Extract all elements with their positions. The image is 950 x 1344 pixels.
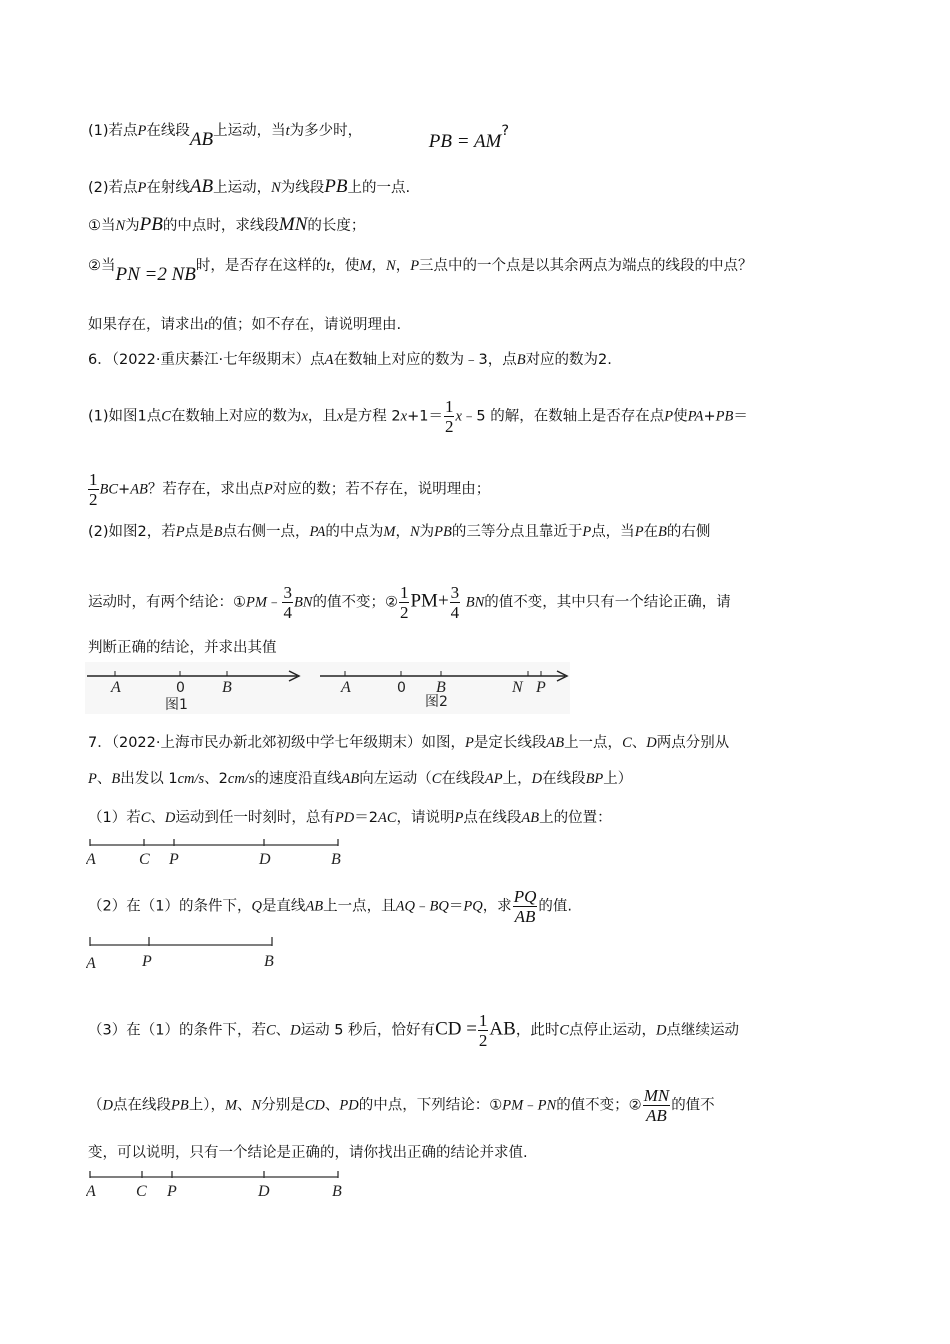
q6-part1-cont: $\frac{1}{2}$ BC+AB？若存在，求出点P对应的数；若不存在，说明理由； [89,470,491,509]
q7-part1: （1）若C、D运动到任一时刻时，总有PD＝2AC，请说明P点在线段AB上的位置： [88,810,612,826]
label-p: P [142,953,152,970]
q5-part2-2: ②当PN =2 NB时，是否存在这样的t，使M，N，P三点中的一个点是以其余两点为端点的线段的中点？ [88,258,753,285]
q7-part3-conclusions: （D点在线段PB上），M、N分别是CD、PD的中点，下列结论：①PM﹣PN的值不变；② $\frac{MN}{AB}$ 的值不 [88,1086,715,1125]
q5-part2-3: 如果存在，请求出t的值；如不存在，请说明理由. [88,317,402,333]
q6-part2-ask: 判断正确的结论，并求出其值 [88,640,277,656]
label-a: A [86,851,96,868]
fraction-pq-over-ab: $\frac{PQ}{AB}$ [513,887,537,926]
label-b: B [436,679,446,696]
label-a: A [111,679,121,696]
label-p: P [169,851,179,868]
label-c: C [139,851,150,868]
q7-fig1-segment [86,833,348,869]
label-d: D [258,1183,270,1200]
fraction-one-half: $\frac{1}{2}$ [478,1011,488,1050]
q7-part2: （2）在（1）的条件下，Q是直线AB上一点，且AQ﹣BQ＝PQ，求 $\frac{PQ}{AB}$ 的值. [88,887,572,926]
label-a: A [86,1183,96,1200]
fraction-one-half: $\frac{1}{2}$ [444,397,454,436]
fraction-mn-over-ab: $\frac{MN}{AB}$ [643,1086,670,1125]
q6-part2-conclusions: 运动时，有两个结论：①PM﹣ $\frac{3}{4}$ BN的值不变；② $\frac{1}{2}$ PM+ $\frac{3}{4}$ BN的值不变，其中只有一个结论正确，请 [88,583,731,622]
q7-part3-ask: 变，可以说明，只有一个结论是正确的，请你找出正确的结论并求值. [88,1145,528,1161]
label-b: B [222,679,232,696]
label-0: 0 [397,680,406,696]
q7-fig2-segment [86,930,286,974]
label-b: B [331,851,341,868]
q5-part2-1: ①当N为PB的中点时，求线段MN的长度； [88,214,366,235]
q6-heading: 6．（2022·重庆綦江·七年级期末）点A在数轴上对应的数为﹣3，点B对应的数为2. [88,352,612,368]
label-0: 0 [176,680,185,696]
fig2-caption: 图2 [425,694,448,710]
label-c: C [136,1183,147,1200]
fraction-three-quarters: $\frac{3}{4}$ [283,583,292,622]
q6-part1: (1)如图1点C在数轴上对应的数为x，且x是方程 2x+1＝ $\frac{1}{2}$ x﹣5 的解，在数轴上是否存在点P使PA+PB＝ [88,397,748,436]
q7-fig3-segment [86,1165,348,1201]
label-a: A [86,955,96,972]
q7-heading-cont: P、B出发以 1cm/s、2cm/s的速度沿直线AB向左运动（C在线段AP上，D在线段BP上） [88,771,633,787]
label-d: D [259,851,271,868]
figure-background [85,662,570,714]
label-b: B [264,953,274,970]
label-p: P [167,1183,177,1200]
label-a: A [341,679,351,696]
fraction-three-quarters: $\frac{3}{4}$ [450,583,460,622]
label-n: N [512,679,523,696]
q5-part2: (2)若点P在射线AB上运动，N为线段PB上的一点. [88,176,411,197]
fraction-one-half: $\frac{1}{2}$ [89,470,98,509]
q6-figures [85,662,570,714]
fig1-caption: 图1 [165,697,188,713]
q7-part3: （3）在（1）的条件下，若C、D运动 5 秒后，恰好有CD = $\frac{1}{2}$ AB，此时C点停止运动，D点继续运动 [88,1011,739,1050]
label-b: B [332,1183,342,1200]
q5-part1: (1)若点P在线段AB上运动，当t为多少时， PB = AM? [88,123,510,152]
label-p: P [536,679,546,696]
pn-nb-equation: PN =2 NB [115,264,196,285]
q7-heading: 7．（2022·上海市民办新北郊初级中学七年级期末）如图，P是定长线段AB上一点，C、D两点分别从 [88,735,730,751]
pb-am-equation: PB = AM [428,131,502,152]
fraction-one-half: $\frac{1}{2}$ [399,583,409,622]
q6-part2: (2)如图2，若P点是B点右侧一点，PA的中点为M，N为PB的三等分点且靠近于P点，当P在B的右侧 [88,524,711,540]
